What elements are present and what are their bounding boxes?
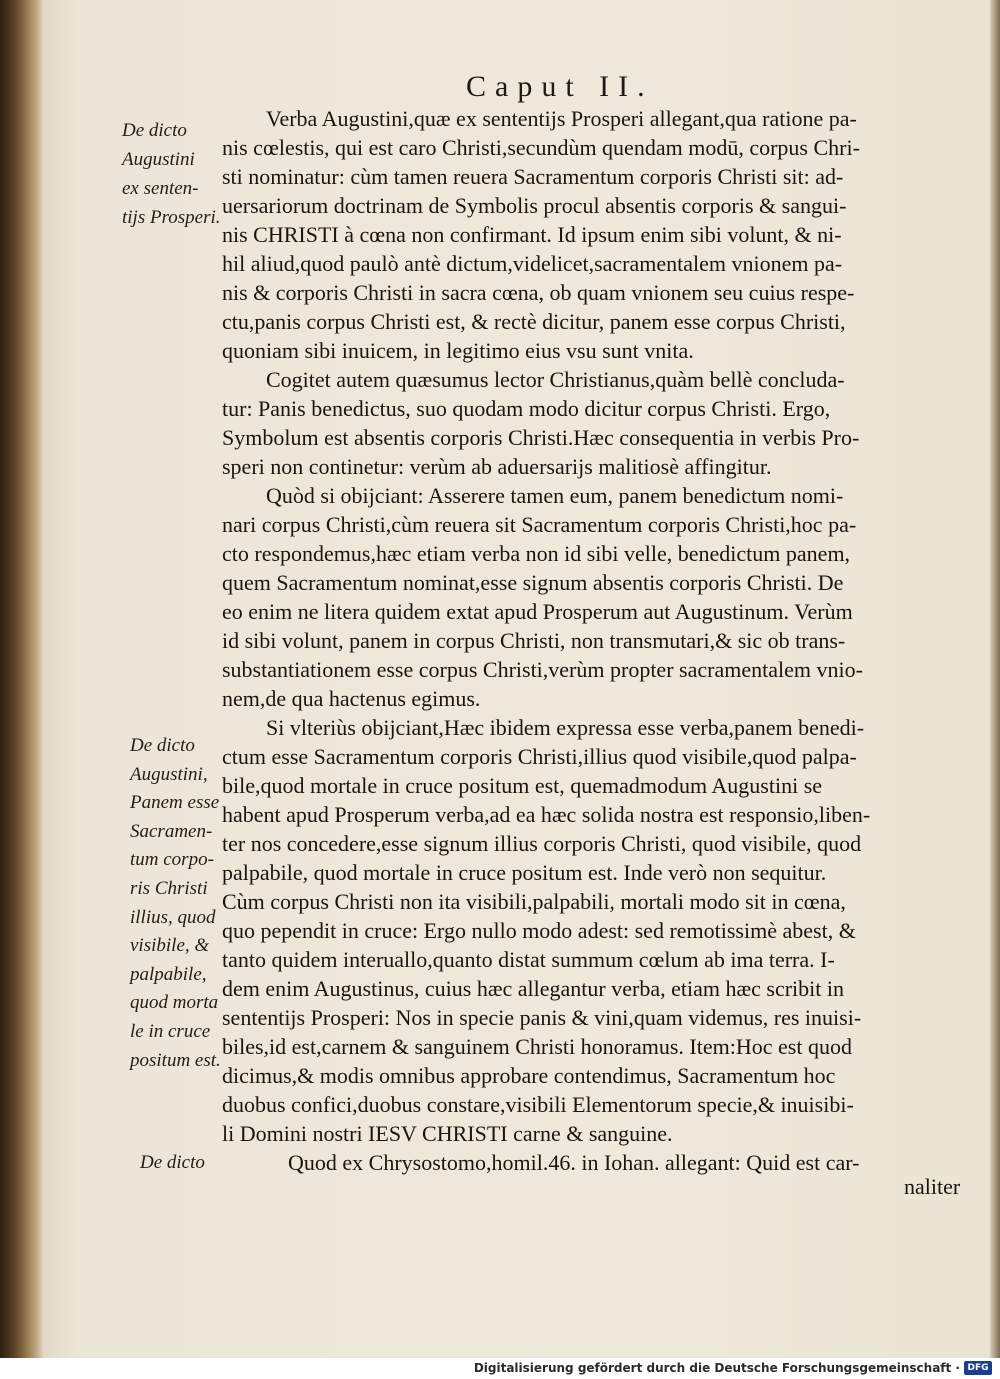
margin-note-line: ris Christi [130, 877, 208, 899]
text-line: duobus confici,duobus constare,visibili Elementorum specie,& inuisibi- [222, 1092, 854, 1117]
paragraph-5 [222, 1148, 952, 1177]
margin-note-line: Sacramen- [130, 820, 213, 842]
text-line: bile,quod mortale in cruce positum est, quemadmodum Augustini se [222, 773, 823, 798]
text-line: nem,de qua hactenus egimus. [222, 686, 481, 711]
text-line: Verba Augustini,quæ ex sententijs Prosperi allegant,qua ratione pa- [266, 106, 857, 131]
text-line: Cùm corpus Christi non ita visibili,palpabili, mortali modo sit in cœna, [222, 889, 846, 914]
text-line: Cogitet autem quæsumus lector Christianus,quàm bellè concluda- [266, 367, 845, 392]
text-line: quoniam sibi inuicem, in legitimo eius vsu sunt vnita. [222, 338, 694, 363]
text-line: id sibi volunt, panem in corpus Christi, non transmutari,& sic ob trans- [222, 628, 846, 653]
text-line: sti nominatur: cùm tamen reuera Sacramentum corporis Christi sit: ad- [222, 164, 844, 189]
margin-note-line: Panem esse [130, 792, 220, 814]
margin-note-line: illius, quod [130, 906, 216, 928]
margin-note-line: positum est. [130, 1049, 221, 1071]
text-line: nari corpus Christi,cùm reuera sit Sacramentum corporis Christi,hoc pa- [222, 512, 857, 537]
text-line: Quòd si obijciant: Asserere tamen eum, panem benedictum nomi- [266, 483, 844, 508]
digitization-credit: Digitalisierung gefördert durch die Deutsche Forschungsgemeinschaft · [473, 1361, 960, 1375]
margin-note-1 [122, 116, 234, 232]
dfg-logo-icon: DFG [964, 1361, 992, 1375]
text-line: hil aliud,quod paulò antè dictum,videlicet,sacramentalem vnionem pa- [222, 251, 843, 276]
paragraph-3 [222, 481, 952, 713]
text-line: speri non continetur: verùm ab aduersarijs malitiosè affingitur. [222, 454, 772, 479]
text-line: li Domini nostri IESV CHRISTI carne & sanguine. [222, 1121, 673, 1146]
catchword: naliter [904, 1174, 961, 1199]
paragraph-4 [222, 713, 952, 1148]
text-line: substantiationem esse corpus Christi,verùm propter sacramentalem vnio- [222, 657, 863, 682]
paragraph-2 [222, 365, 952, 481]
margin-note-line: quod morta [130, 992, 219, 1014]
margin-note-line: le in cruce [130, 1020, 211, 1042]
text-line: nis cœlestis, qui est caro Christi,secundùm quendam modū, corpus Chri- [222, 135, 860, 160]
margin-note-line: Augustini [122, 149, 195, 170]
margin-note-line: visibile, & [130, 935, 210, 957]
text-line: eo enim ne litera quidem extat apud Prosperum aut Augustinum. Verùm [222, 599, 853, 624]
text-line: ctu,panis corpus Christi est, & rectè dicitur, panem esse corpus Christi, [222, 309, 846, 334]
text-line: tur: Panis benedictus, suo quodam modo dicitur corpus Christi. Ergo, [222, 396, 831, 421]
margin-note-line: De dicto [122, 120, 187, 141]
margin-note-line: tum corpo- [130, 849, 214, 871]
margin-note-line: De dicto [130, 735, 195, 756]
margin-note-line: palpabile, [130, 963, 207, 985]
margin-note-line: Augustini, [130, 763, 208, 785]
text-line: quo pependit in cruce: Ergo nullo modo adest: sed remotissimè abest, & [222, 918, 856, 943]
text-line: quem Sacramentum nominat,esse signum absentis corporis Christi. De [222, 570, 844, 595]
page-edge-right [990, 0, 1000, 1358]
text-line: habent apud Prosperum verba,ad ea hæc solida nostra est responsio,liben- [222, 802, 871, 827]
text-line: tanto quidem interuallo,quanto distat summum cœlum ab ima terra. I- [222, 947, 835, 972]
running-head: Caput II. [466, 70, 654, 103]
text-line: Quod ex Chrysostomo,homil.46. in Iohan. allegant: Quid est car- [288, 1150, 860, 1175]
text-line: biles,id est,carnem & sanguinem Christi honoramus. Item:Hoc est quod [222, 1034, 852, 1059]
text-line: ctum esse Sacramentum corporis Christi,illius quod visibile,quod palpa- [222, 744, 857, 769]
text-line: nis CHRISTI à cœna non confirmant. Id ipsum enim sibi volunt, & ni- [222, 222, 842, 247]
margin-note-line: ex senten- [122, 178, 199, 199]
text-line: dem enim Augustinus, cuius hæc allegantur verba, etiam hæc scribit in [222, 976, 844, 1001]
text-line: sententijs Prosperi: Nos in specie panis & vini,quam videmus, res inuisi- [222, 1005, 862, 1030]
text-line: ter nos concedere,esse signum illius corporis Christi, quod visibile, quod [222, 831, 862, 856]
body-text [222, 104, 952, 1177]
text-line: dicimus,& modis omnibus approbare contendimus, Sacramentum hoc [222, 1063, 836, 1088]
text-line: uersariorum doctrinam de Symbolis procul absentis corporis & sangui- [222, 193, 847, 218]
paragraph-1 [222, 104, 952, 365]
margin-note-line: De dicto [140, 1152, 205, 1173]
margin-note-line: tijs Prosperi. [122, 207, 221, 228]
text-line: palpabile, quod mortale in cruce positum est. Inde verò non sequitur. [222, 860, 827, 885]
text-line: Si vlteriùs obijciant,Hæc ibidem expressa esse verba,panem benedi- [266, 715, 865, 740]
text-line: nis & corporis Christi in sacra cœna, ob quam vnionem seu cuius respe- [222, 280, 855, 305]
text-line: Symbolum est absentis corporis Christi.Hæc consequentia in verbis Pro- [222, 425, 860, 450]
text-line: cto respondemus,hæc etiam verba non id sibi velle, benedictum panem, [222, 541, 851, 566]
